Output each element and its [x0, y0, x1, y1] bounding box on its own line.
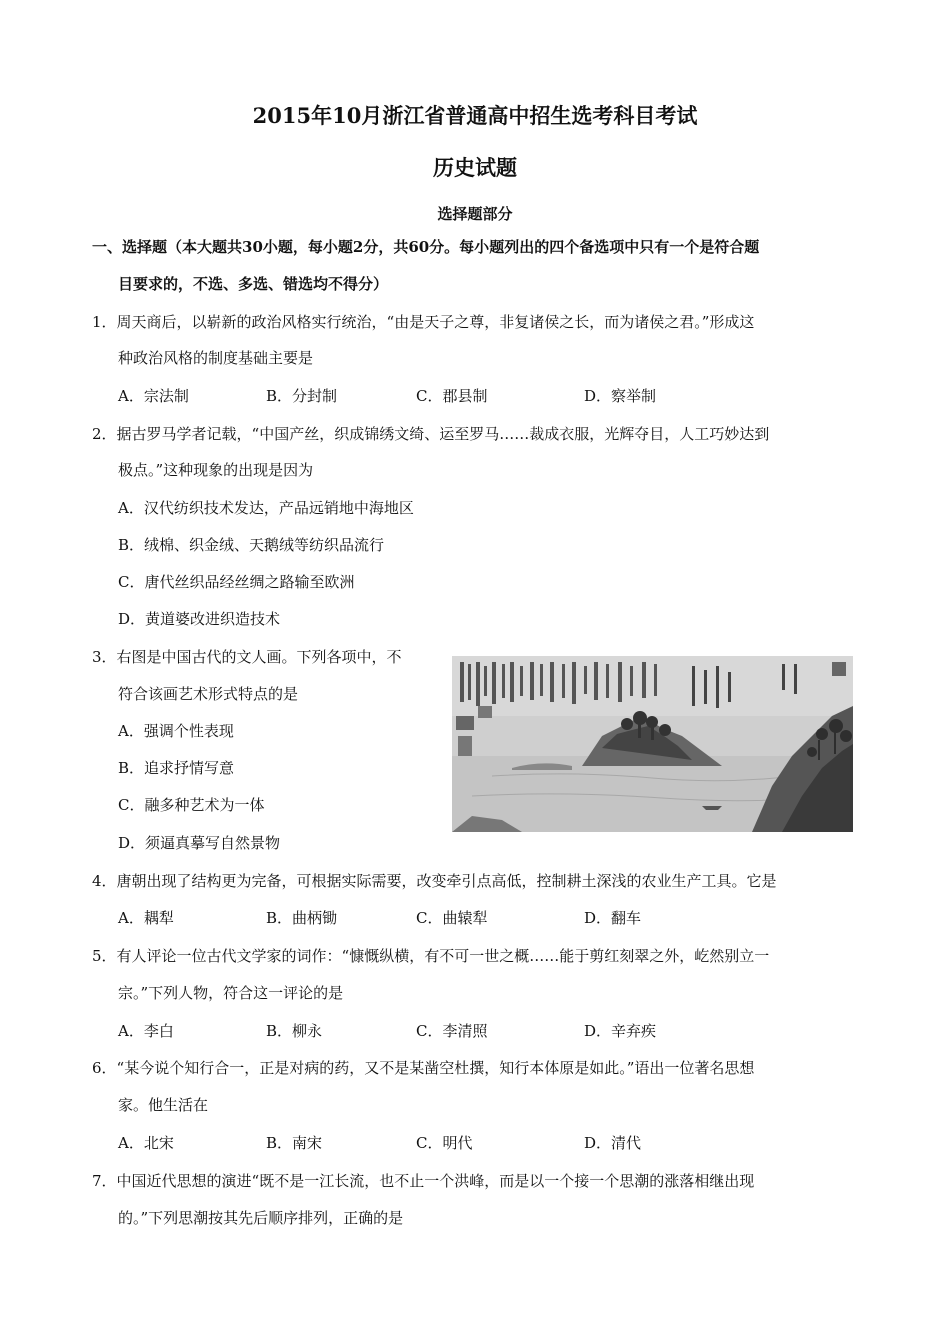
- question-5-option-d: D．辛弃疾: [584, 1022, 657, 1040]
- question-1-option-c: C．郡县制: [416, 387, 488, 405]
- question-7-line-2: 的。”下列思潮按其先后顺序排列，正确的是: [118, 1209, 404, 1227]
- question-6-option-c: C．明代: [416, 1134, 473, 1152]
- question-2-option-b: B．绒棉、织金绒、天鹅绒等纺织品流行: [118, 536, 385, 554]
- question-4-option-d: D．翻车: [584, 909, 642, 927]
- question-2-option-d: D．黄道婆改进织造技术: [118, 610, 281, 628]
- exam-subtitle: 历史试题: [433, 155, 517, 180]
- question-5-option-a: A．李白: [118, 1022, 174, 1040]
- question-1-option-a: A．宗法制: [118, 387, 189, 405]
- question-3-option-b: B．追求抒情写意: [118, 759, 235, 777]
- question-4-option-b: B．曲柄锄: [266, 909, 338, 927]
- question-3-option-c: C．融多种艺术为一体: [118, 796, 265, 814]
- question-4-option-a: A．耦犁: [118, 909, 174, 927]
- question-1-option-b: B．分封制: [266, 387, 338, 405]
- question-5-option-c: C．李清照: [416, 1022, 488, 1040]
- question-5-line-1: 5．有人评论一位古代文学家的词作：“慷慨纵横，有不可一世之概……能于剪红刻翠之外，屹然别立一: [92, 947, 770, 965]
- question-5-option-b: B．柳永: [266, 1022, 323, 1040]
- question-3-option-d: D．须逼真摹写自然景物: [118, 834, 281, 852]
- question-6-option-b: B．南宋: [266, 1134, 323, 1152]
- question-2-option-a: A．汉代纺织技术发达，产品远销地中海地区: [118, 499, 414, 517]
- question-1-line-1: 1．周天商后，以崭新的政治风格实行统治，“由是天子之尊，非复诸侯之长，而为诸侯之君。”形成这: [92, 313, 755, 331]
- landscape-painting-illustration: [452, 656, 853, 832]
- question-3-line-1: 3．右图是中国古代的文人画。下列各项中，不: [92, 648, 402, 666]
- question-3-line-2: 符合该画艺术形式特点的是: [118, 685, 299, 703]
- instructions-line-1: 一、选择题（本大题共30小题，每小题2分，共60分。每小题列出的四个备选项中只有一个是符合题: [92, 238, 760, 256]
- question-1-option-d: D．察举制: [584, 387, 657, 405]
- question-3-option-a: A．强调个性表现: [118, 722, 234, 740]
- landscape-painting-image: [452, 656, 853, 832]
- exam-title: 2015年10月浙江省普通高中招生选考科目考试: [252, 103, 698, 128]
- question-6-option-d: D．清代: [584, 1134, 642, 1152]
- question-1-line-2: 种政治风格的制度基础主要是: [118, 349, 314, 367]
- instructions-line-2: 目要求的，不选、多选、错选均不得分）: [118, 275, 389, 293]
- question-2-line-1: 2．据古罗马学者记载，“中国产丝，织成锦绣文绮、运至罗马……裁成衣服，光辉夺目，人工巧妙达到: [92, 425, 770, 443]
- question-2-option-c: C．唐代丝织品经丝绸之路输至欧洲: [118, 573, 355, 591]
- question-4-option-c: C．曲辕犁: [416, 909, 488, 927]
- section-title: 选择题部分: [437, 205, 513, 223]
- question-4-line-1: 4．唐朝出现了结构更为完备，可根据实际需要，改变牵引点高低，控制耕土深浅的农业生产工具。它是: [92, 872, 777, 890]
- question-5-line-2: 宗。”下列人物，符合这一评论的是: [118, 984, 344, 1002]
- question-7-line-1: 7．中国近代思想的演进“既不是一江长流，也不止一个洪峰，而是以一个接一个思潮的涨落相继出现: [92, 1172, 755, 1190]
- question-2-line-2: 极点。”这种现象的出现是因为: [118, 461, 314, 479]
- question-6-line-2: 家。他生活在: [118, 1096, 209, 1114]
- question-6-option-a: A．北宋: [118, 1134, 174, 1152]
- question-6-line-1: 6．“某今说个知行合一，正是对病的药，又不是某凿空杜撰，知行本体原是如此。”语出一位著名思想: [92, 1059, 755, 1077]
